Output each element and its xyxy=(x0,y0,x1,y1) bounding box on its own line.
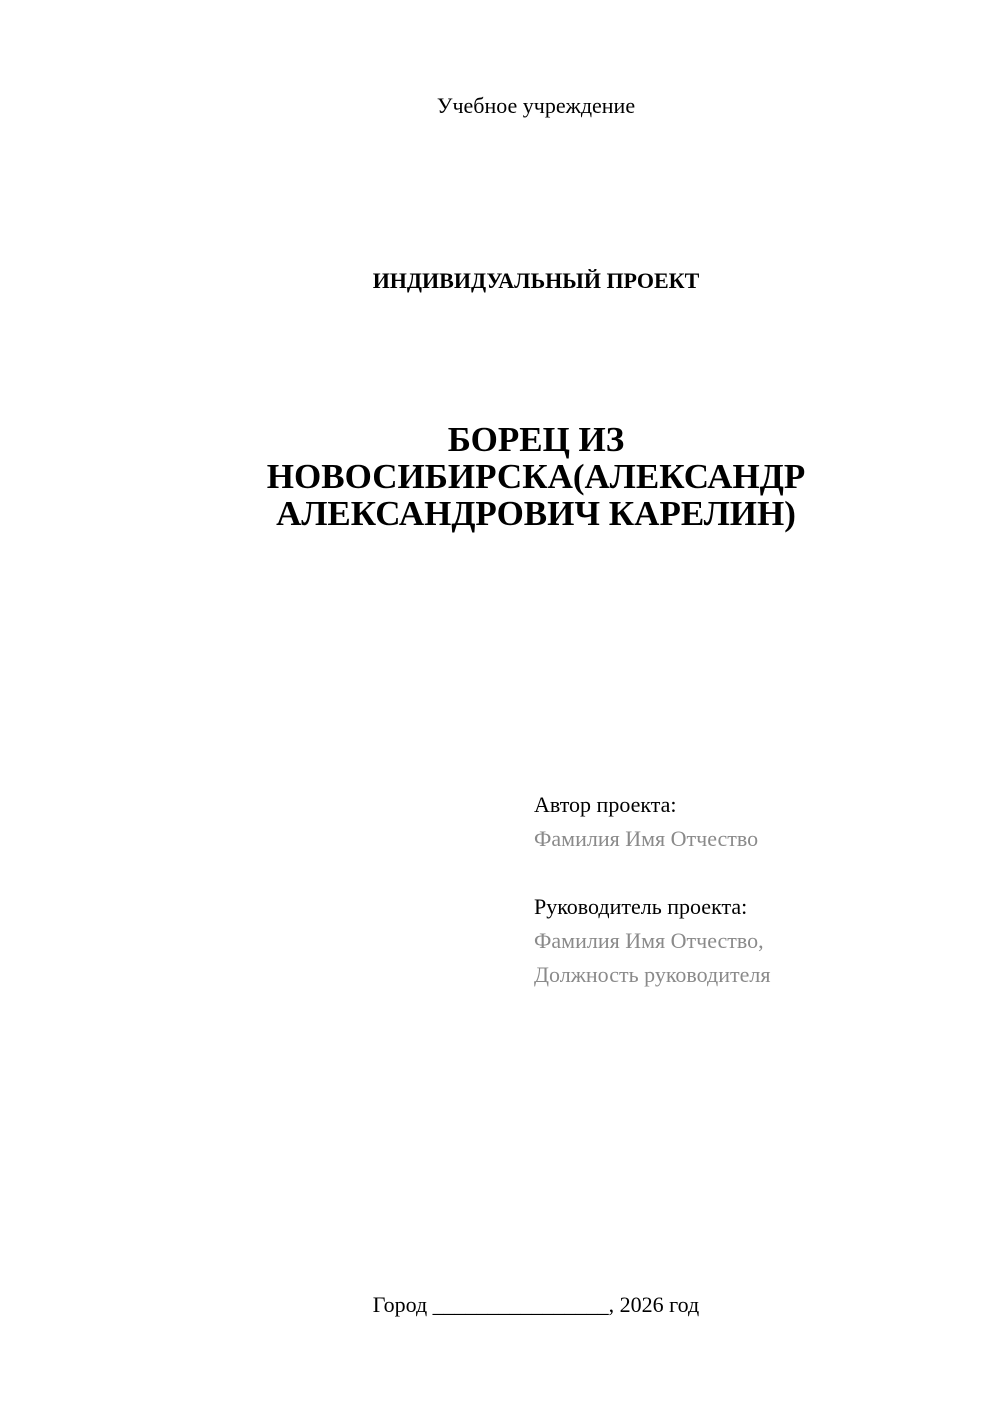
institution-name: Учебное учреждение xyxy=(436,93,636,118)
author-name: Фамилия Имя Отчество xyxy=(534,826,759,851)
project-title-line-2: НОВОСИБИРСКА(АЛЕКСАНДР xyxy=(266,457,806,496)
supervisor-name: Фамилия Имя Отчество, xyxy=(534,928,764,953)
supervisor-position: Должность руководителя xyxy=(534,962,771,987)
credits-spacer xyxy=(534,856,974,890)
project-title xyxy=(0,421,1000,532)
project-title-line-1: БОРЕЦ ИЗ xyxy=(447,420,625,459)
author-label: Автор проекта: xyxy=(534,792,677,817)
project-title-line-3: АЛЕКСАНДРОВИЧ КАРЕЛИН) xyxy=(276,494,796,533)
supervisor-label: Руководитель проекта: xyxy=(534,894,748,919)
project-credits xyxy=(534,788,974,992)
city-year-line: Город ________________, 2026 год xyxy=(372,1292,700,1317)
document-type: ИНДИВИДУАЛЬНЫЙ ПРОЕКТ xyxy=(372,268,700,293)
